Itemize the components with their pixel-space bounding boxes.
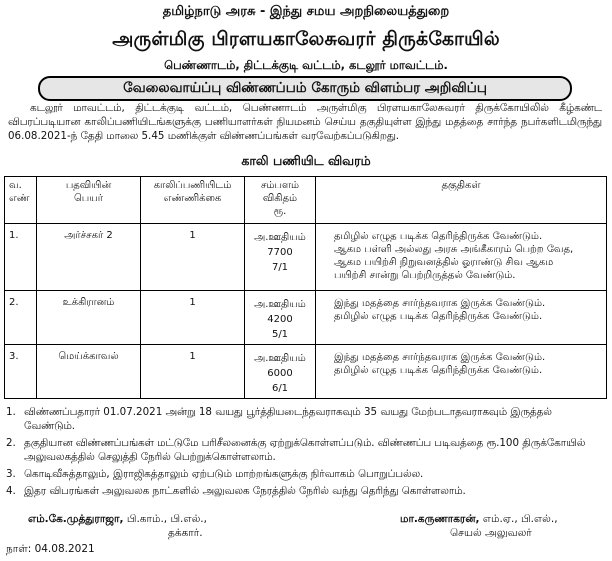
serial-cell: 1. — [5, 224, 37, 291]
notice-date: நாள்: 04.08.2021 — [6, 543, 95, 555]
temple-address: பெண்ணாடம், திட்டக்குடி வட்டம், கடலூர் மாவட்டம். — [164, 58, 448, 72]
intro-paragraph: கடலூர் மாவட்டம், திட்டக்குடி வட்டம், பெண்ணாடம் அருள்மிகு பிரளயகாலேசுவரர் திருக்கோயிலில் கீழ்கண்ட விபரப்படியான காலிப்பணியிடங்களுக்கு பணியாளர்கள் நியமனம் செய்ய தகுதியுள்ள இந்து மதத்தை சார்ந்த நபர்களிடமிருந்து 06.08.2021-ந் தேதி மாலை 5.45 மணிக்குள் விண்ணப்பங்கள் வரவேற்கப்படுகிறது. — [8, 102, 602, 142]
pay-cell: அ.ஊதியம் 6000 6/1 — [245, 345, 316, 399]
list-item: 4. இதர விபரங்கள் அலுவலக நாட்களில் அலுவலக நேரத்தில் நேரில் வந்து தெரிந்து கொள்ளலாம். — [6, 485, 466, 497]
notes-list — [6, 405, 604, 501]
qualification-cell: இந்து மதத்தை சார்ந்தவராக இருக்க வேண்டும். தமிழில் எழுத படிக்க தெரிந்திருக்க வேண்டும். — [316, 345, 607, 399]
notice-banner: வேலைவாய்ப்பு விண்ணப்பம் கோரும் விளம்பர அறிவிப்பு — [38, 76, 572, 101]
department-line: தமிழ்நாடு அரசு - இந்து சமய அறநிலையத்துறை — [162, 4, 450, 19]
officer-name: மா.கருணாகரன், — [400, 513, 480, 525]
post-cell: அர்ச்சகர் 2 — [37, 224, 141, 291]
count-cell: 1 — [141, 224, 245, 291]
officer-degree: எம்.ஏ., பி.எல்., — [479, 513, 558, 525]
pay-cell: அ.ஊதியம் 7700 7/1 — [245, 224, 316, 291]
trustee-title: தக்கார். — [168, 527, 203, 539]
temple-name: அருள்மிகு பிரளயகாலேசுவரர் திருக்கோயில் — [112, 28, 500, 50]
trustee-name: எம்.கே.முத்துராஜா, — [28, 513, 124, 525]
table-row — [5, 291, 607, 345]
col-serial-header: வ. எண் — [5, 177, 37, 224]
list-item: 3. கொடிவீசுத்தாலும், இராஜிகத்தாலும் ஏற்படும் மாற்றங்களுக்கு நிர்வாகம் பொறுப்பல்ல. — [6, 468, 424, 480]
officer-title: செயல் அலுவலர் — [450, 527, 532, 539]
col-count-header: காலிப்பணியிடம் எண்ணிக்கை — [141, 177, 245, 224]
table-row — [5, 345, 607, 399]
post-cell: மெய்க்காவல் — [37, 345, 141, 399]
signature-trustee — [28, 513, 207, 539]
signature-executive-officer — [400, 513, 558, 539]
count-cell: 1 — [141, 345, 245, 399]
col-pay-header: சம்பளம் விகிதம் ரூ. — [245, 177, 316, 224]
col-post-header: பதவியின் பெயர் — [37, 177, 141, 224]
serial-cell: 2. — [5, 291, 37, 345]
post-cell: உக்கிரானம் — [37, 291, 141, 345]
qualification-cell: தமிழில் எழுத படிக்க தெரிந்திருக்க வேண்டும். ஆகம பள்ளி அல்லது அரசு அங்கீகாரம் பெற்ற வேத, ஆகம பயிற்சி நிறுவனத்தில் ஓராண்டு சிவ ஆகம பயிற்சி சான்று பெற்றிருத்தல் வேண்டும். — [316, 224, 607, 291]
list-item: 1. விண்ணப்பதாரர் 01.07.2021 அன்று 18 வயது பூர்த்தியடைந்தவராகவும் 35 வயது மேற்படாதவராகவும் இருத்தல் வேண்டும். — [6, 406, 552, 432]
col-qualification-header: தகுதிகள் — [316, 177, 607, 224]
list-item: 2. தகுதியான விண்ணப்பங்கள் மட்டுமே பரிசீலனைக்கு ஏற்றுக்கொள்ளப்படும். விண்ணப்ப படிவத்தை ரூ.100 திருக்கோயில் அலுவலகத்தில் செலுத்தி நேரில் பெற்றுக்கொள்ளலாம். — [6, 437, 586, 463]
table-row — [5, 224, 607, 291]
vacancy-table — [4, 176, 607, 399]
table-header-row — [5, 177, 607, 224]
serial-cell: 3. — [5, 345, 37, 399]
count-cell: 1 — [141, 291, 245, 345]
qualification-cell: இந்து மதத்தை சார்ந்தவராக இருக்க வேண்டும். தமிழில் எழுத படிக்க தெரிந்திருக்க வேண்டும். — [316, 291, 607, 345]
pay-cell: அ.ஊதியம் 4200 5/1 — [245, 291, 316, 345]
table-title: காலி பணியிட விவரம் — [241, 153, 371, 168]
trustee-degree: பி.காம்., பி.எல்., — [123, 513, 207, 525]
